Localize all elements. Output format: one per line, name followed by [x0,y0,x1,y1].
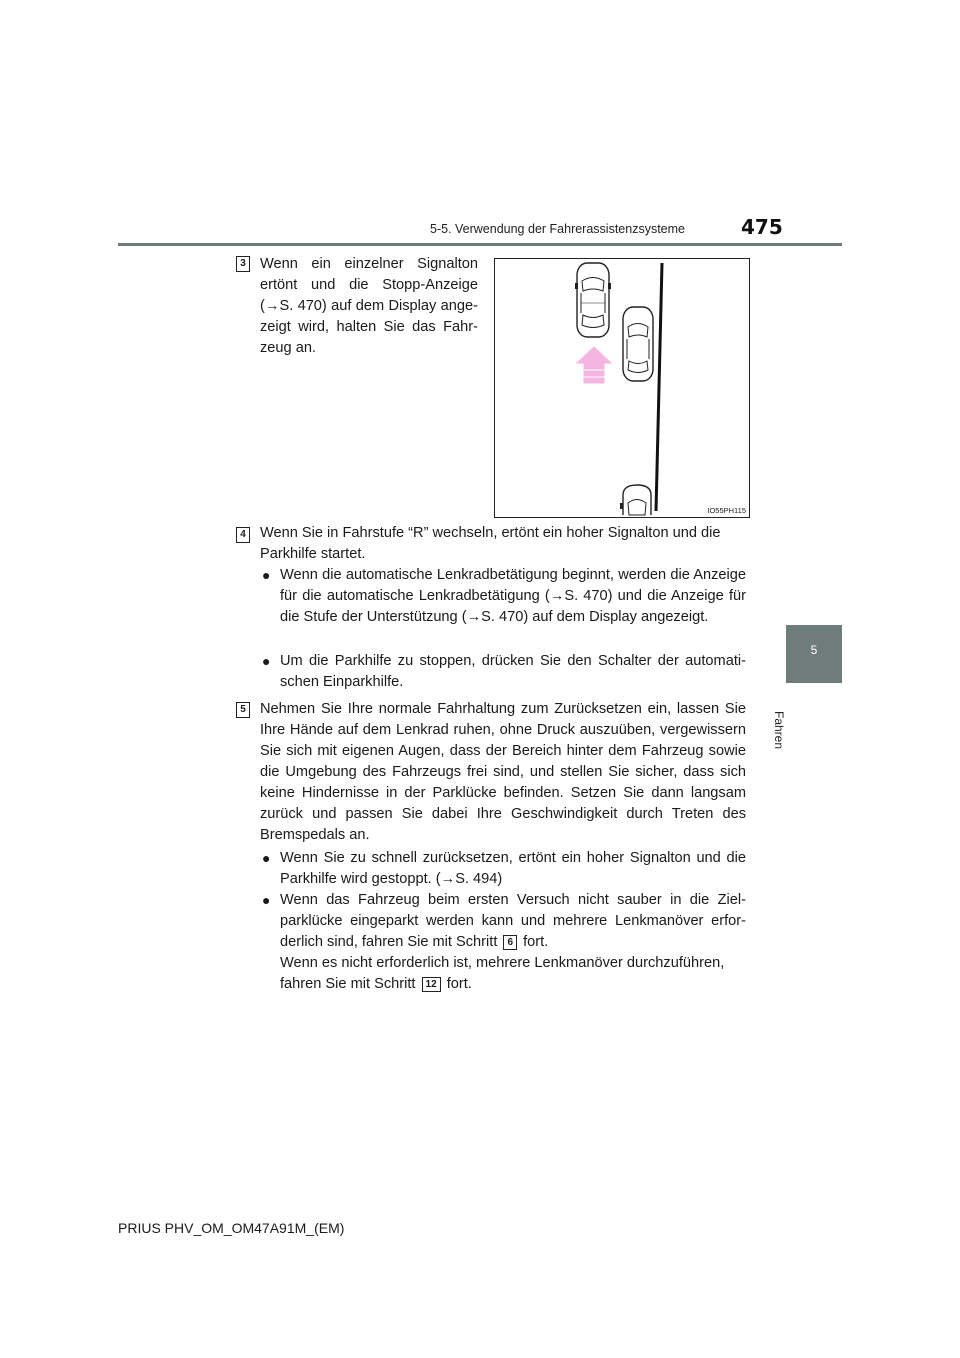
step-4-bullet-1: Wenn die automatische Lenkradbetätigung beginnt, werden die Anzeige für die automatische Lenkradbetätigung (→S. 470) und die Anzeige für die Stufe der Unterstützung (→S. 470) auf dem Display angezeigt. [280,567,746,625]
bullet-2-line-2: Wenn es nicht erforderlich ist, mehrere Lenkmanöver durchzuführen, fahren Sie mit Schritt 12 fort. [280,955,725,992]
bullet-dot: ● [262,850,271,866]
chapter-tab [786,625,842,683]
step-4-bullet-2: Um die Parkhilfe zu stoppen, drücken Sie den Schalter der automatischen Einparkhilfe. [280,653,746,690]
bullet-dot: ● [262,567,271,583]
document-id: PRIUS PHV_OM_OM47A91M_(EM) [118,1220,345,1236]
step-5-text: Nehmen Sie Ihre normale Fahrhaltung zum Zurücksetzen ein, lassen Sie Ihre Hände auf dem Lenkrad ruhen, ohne Druck auszuüben, vergewissern Sie sich mit eigenen Augen, dass der Bereich hinter dem Fahrzeug sowie die Umgebung des Fahrzeugs frei sind, und stellen Sie sicher, dass sich keine Hindernisse in der Parklücke befinden. Setzen Sie dann langsam zurück und passen Sie dabei Ihre Geschwindigkeit durch Treten des Bremspedals an. [260,701,746,843]
bullet-dot: ● [262,892,271,908]
own-car-shape [575,263,611,337]
parked-car-shape [623,307,653,381]
chapter-label-text: Fahren [772,711,786,750]
header-divider [118,243,842,246]
parking-illustration [494,258,750,518]
parking-diagram [495,259,749,517]
page-number: 475 [741,215,783,239]
step-5-bullet-2 [280,890,746,995]
bullet-dot: ● [262,653,271,669]
bullet-2-line-1: Wenn das Fahrzeug beim ersten Versuch nicht sauber in die Zielparklücke eingeparkt werden kann und mehrere Lenkmanöver erforderlich sind, fahren Sie mit Schritt 6 fort. [280,892,746,950]
figure-code: IO55PH115 [707,506,746,515]
step-number-5: 5 [236,702,250,718]
step-ref-12: 12 [422,977,441,992]
chapter-label [772,711,812,751]
chapter-number: 5 [810,643,818,657]
step-number-4: 4 [236,527,250,543]
section-title: 5-5. Verwendung der Fahrerassistenzsysteme [430,222,685,236]
step-ref-6: 6 [503,935,517,950]
direction-arrow-icon [577,347,611,383]
step-number-3: 3 [236,256,250,272]
rear-car-shape [620,485,651,515]
parking-line [656,263,662,511]
step-5-bullet-1: Wenn Sie zu schnell zurücksetzen, ertönt ein hoher Signalton und die Parkhilfe wird gestoppt. (→S. 494) [280,850,746,887]
step-4-text: Wenn Sie in Fahrstufe “R” wechseln, ertönt ein hoher Signalton und die Parkhilfe startet. [260,525,721,562]
step-3-text: Wenn ein einzelner Signalton ertönt und die Stopp-Anzeige (→S. 470) auf dem Display angezeigt wird, halten Sie das Fahrzeug an. [260,256,478,356]
